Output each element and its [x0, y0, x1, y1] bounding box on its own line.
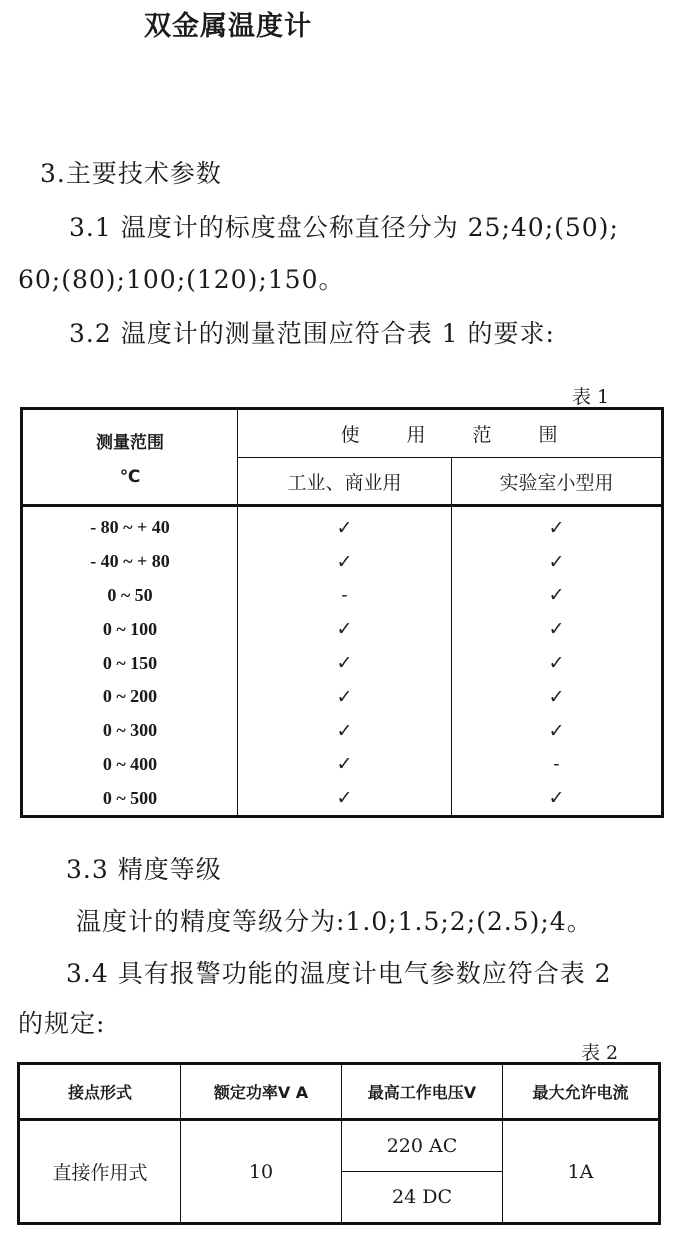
lab-mark: ✓ — [548, 652, 565, 675]
lab-mark: ✓ — [548, 516, 565, 539]
industrial-mark: ✓ — [238, 545, 452, 579]
industrial-mark: ✓ — [238, 506, 452, 545]
rated-power-cell: 10 — [181, 1120, 342, 1224]
table-row — [22, 781, 663, 816]
usage-header-char: 用 — [406, 424, 427, 446]
paragraph-3-1-line-1: 3.1 温度计的标度盘公称直径分为 25;40;(50); — [69, 213, 619, 242]
paragraph-3-4-line-2: 的规定: — [18, 1009, 106, 1038]
industrial-header: 工业、商业用 — [238, 458, 452, 506]
table-row — [22, 748, 663, 782]
voltage-dc-cell: 24 DC — [342, 1172, 503, 1224]
table-1 — [20, 407, 664, 818]
lab-mark: ✓ — [548, 584, 565, 607]
paragraph-3-4-line-1: 3.4 具有报警功能的温度计电气参数应符合表 2 — [66, 959, 612, 988]
voltage-ac-cell: 220 AC — [342, 1120, 503, 1172]
range-cell: 0 ~ 50 — [22, 579, 238, 613]
max-voltage-header: 最高工作电压V — [342, 1064, 503, 1120]
range-cell: 0 ~ 400 — [22, 748, 238, 782]
table-1-caption: 表 1 — [572, 386, 610, 408]
lab-mark: ✓ — [548, 685, 565, 708]
lab-mark: ✓ — [548, 550, 565, 573]
range-cell: 0 ~ 200 — [22, 680, 238, 714]
rated-power-header: 额定功率V A — [181, 1064, 342, 1120]
lab-mark: ✓ — [548, 618, 565, 641]
range-cell: 0 ~ 150 — [22, 646, 238, 680]
lab-mark: ✓ — [548, 719, 565, 742]
lab-mark: ✓ — [548, 787, 565, 810]
range-cell: 0 ~ 100 — [22, 612, 238, 646]
industrial-mark: ✓ — [238, 781, 452, 816]
section-heading: 3.主要技术参数 — [40, 159, 222, 188]
table-row — [22, 612, 663, 646]
table-row — [22, 545, 663, 579]
range-cell: 0 ~ 500 — [22, 781, 238, 816]
range-header-unit: ℃ — [119, 466, 141, 487]
range-cell: - 40 ~ + 80 — [22, 545, 238, 579]
range-header-label: 测量范围 — [96, 432, 164, 453]
max-current-header: 最大允许电流 — [503, 1064, 660, 1120]
paragraph-3-1-line-2: 60;(80);100;(120);150。 — [18, 265, 345, 294]
max-current-cell: 1A — [503, 1120, 660, 1224]
table-row — [22, 646, 663, 680]
range-cell: - 80 ~ + 40 — [22, 506, 238, 545]
lab-mark: - — [553, 753, 560, 776]
contact-type-header: 接点形式 — [19, 1064, 181, 1120]
lab-header: 实验室小型用 — [452, 458, 663, 506]
industrial-mark: - — [238, 579, 452, 613]
page-title: 双金属温度计 — [144, 11, 312, 42]
paragraph-3-3-heading: 3.3 精度等级 — [66, 855, 222, 884]
usage-header-char: 围 — [538, 424, 559, 446]
table-row — [22, 579, 663, 613]
industrial-mark: ✓ — [238, 714, 452, 748]
usage-header-char: 使 — [340, 424, 361, 446]
table-row — [22, 714, 663, 748]
industrial-mark: ✓ — [238, 680, 452, 714]
paragraph-3-3-text: 温度计的精度等级分为:1.0;1.5;2;(2.5);4。 — [76, 907, 593, 936]
range-header — [22, 409, 238, 506]
table-2-caption: 表 2 — [581, 1042, 619, 1064]
contact-type-cell: 直接作用式 — [19, 1120, 181, 1224]
industrial-mark: ✓ — [238, 612, 452, 646]
table-2 — [17, 1062, 661, 1225]
usage-header-char: 范 — [472, 424, 493, 446]
table-row — [22, 680, 663, 714]
industrial-mark: ✓ — [238, 748, 452, 782]
usage-scope-header — [238, 409, 663, 458]
paragraph-3-2: 3.2 温度计的测量范围应符合表 1 的要求: — [69, 319, 555, 348]
table-row — [22, 506, 663, 545]
range-cell: 0 ~ 300 — [22, 714, 238, 748]
industrial-mark: ✓ — [238, 646, 452, 680]
